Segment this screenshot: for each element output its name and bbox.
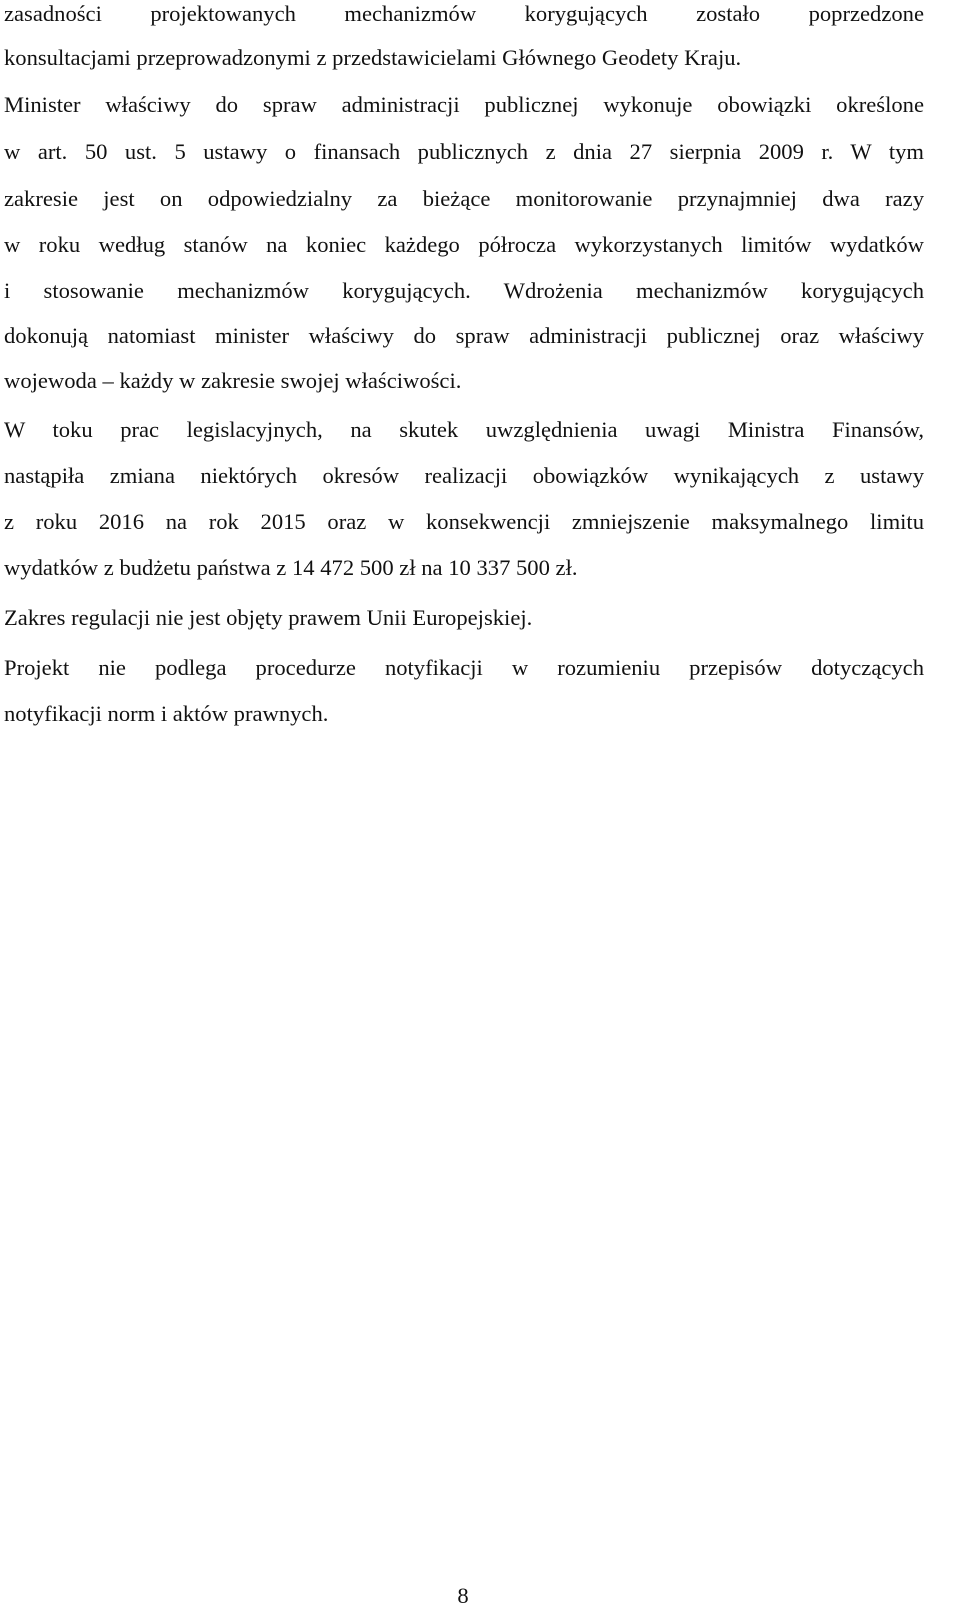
- text-line: notyfikacji norm i aktów prawnych.: [4, 701, 329, 726]
- text-line: zakresie jest on odpowiedzialny za bieżące monitorowanie przynajmniej dwa razy: [4, 186, 924, 211]
- text-line: dokonują natomiast minister właściwy do spraw administracji publicznej oraz właściwy: [4, 323, 924, 348]
- text-line: wojewoda – każdy w zakresie swojej właściwości.: [4, 368, 462, 393]
- text-line: i stosowanie mechanizmów korygujących. Wdrożenia mechanizmów korygujących: [4, 278, 924, 303]
- text-line: w art. 50 ust. 5 ustawy o finansach publicznych z dnia 27 sierpnia 2009 r. W tym: [4, 139, 924, 164]
- text-line: konsultacjami przeprowadzonymi z przedstawicielami Głównego Geodety Kraju.: [4, 45, 742, 70]
- text-line: nastąpiła zmiana niektórych okresów realizacji obowiązków wynikających z ustawy: [4, 463, 924, 488]
- text-line: z roku 2016 na rok 2015 oraz w konsekwencji zmniejszenie maksymalnego limitu: [4, 509, 924, 534]
- text-line: wydatków z budżetu państwa z 14 472 500 zł na 10 337 500 zł.: [4, 555, 578, 580]
- text-line: Minister właściwy do spraw administracji publicznej wykonuje obowiązki określone: [4, 92, 924, 117]
- text-line: Zakres regulacji nie jest objęty prawem Unii Europejskiej.: [4, 605, 533, 630]
- text-line: W toku prac legislacyjnych, na skutek uwzględnienia uwagi Ministra Finansów,: [4, 417, 924, 442]
- text-line: w roku według stanów na koniec każdego półrocza wykorzystanych limitów wydatków: [4, 232, 924, 257]
- page-number: 8: [457, 1583, 469, 1608]
- text-line: Projekt nie podlega procedurze notyfikacji w rozumieniu przepisów dotyczących: [4, 655, 924, 680]
- text-line: zasadności projektowanych mechanizmów korygujących zostało poprzedzone: [4, 1, 924, 26]
